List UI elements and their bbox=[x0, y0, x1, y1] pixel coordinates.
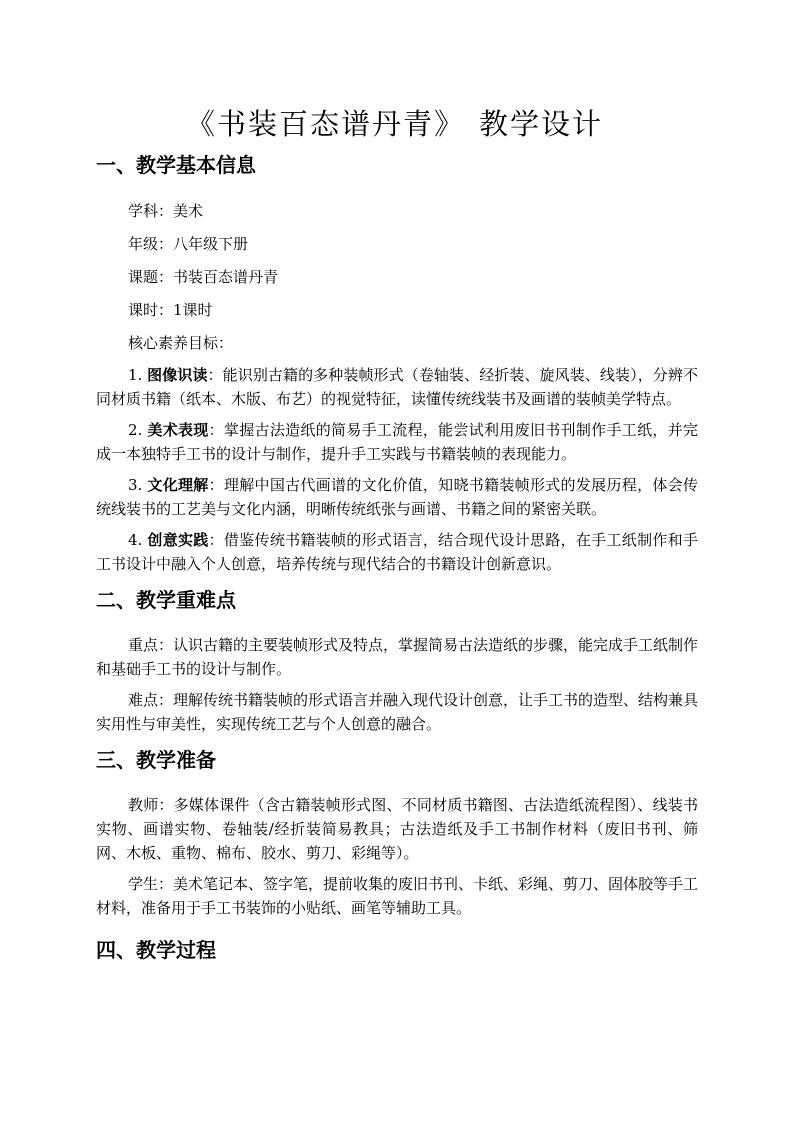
info-hours: 课时：1课时 bbox=[128, 301, 213, 319]
section-heading-key-points: 二、教学重难点 bbox=[96, 588, 236, 612]
goal-label: 文化理解 bbox=[147, 476, 209, 494]
info-goals-label: 核心素养目标： bbox=[128, 334, 234, 352]
student-preparation-text: 学生：美术笔记本、签字笔，提前收集的废旧书刊、卡纸、彩绳、剪刀、固体胶等手工材料，准备用于手工书装饰的小贴纸、画笔等辅助工具。 bbox=[96, 875, 699, 917]
goal-item: 4. 创意实践：借鉴传统书籍装帧的形式语言，结合现代设计思路，在手工纸制作和手工书设计中融入个人创意，培养传统与现代结合的书籍设计创新意识。 bbox=[96, 531, 698, 573]
info-grade: 年级：八年级下册 bbox=[128, 235, 249, 253]
document-title bbox=[96, 101, 698, 147]
basic-info-block bbox=[96, 195, 698, 360]
title-sub: 教学设计 bbox=[479, 107, 604, 141]
goals-list bbox=[96, 363, 698, 576]
key-points-block bbox=[96, 633, 698, 736]
teacher-preparation-text: 教师：多媒体课件（含古籍装帧形式图、不同材质书籍图、古法造纸流程图）、线装书实物、画谱实物、卷轴装/经折装简易教具；古法造纸及手工书制作材料（废旧书刊、筛网、木板、重物、棉布、胶水、剪刀、彩绳等）。 bbox=[96, 796, 698, 862]
goal-label: 图像识读 bbox=[147, 366, 208, 384]
section-heading-process: 四、教学过程 bbox=[96, 938, 216, 962]
goal-label: 美术表现 bbox=[147, 421, 209, 439]
key-point-text: 重点：认识古籍的主要装帧形式及特点，掌握简易古法造纸的步骤，能完成手工纸制作和基础手工书的设计与制作。 bbox=[96, 636, 699, 678]
goal-item: 2. 美术表现：掌握古法造纸的简易手工流程，能尝试利用废旧书刊制作手工纸，并完成一本独特手工书的设计与制作，提升手工实践与书籍装帧的表现能力。 bbox=[96, 421, 698, 463]
info-subject: 学科：美术 bbox=[128, 202, 204, 220]
section-heading-preparation: 三、教学准备 bbox=[96, 748, 216, 772]
section-heading-basic-info: 一、教学基本信息 bbox=[96, 153, 256, 177]
goal-label: 创意实践 bbox=[147, 531, 209, 549]
preparation-block bbox=[96, 793, 698, 920]
info-topic: 课题：书装百态谱丹青 bbox=[128, 268, 279, 286]
goal-item: 3. 文化理解：理解中国古代画谱的文化价值，知晓书籍装帧形式的发展历程，体会传统线装书的工艺美与文化内涵，明晰传统纸张与画谱、书籍之间的紧密关联。 bbox=[96, 476, 698, 518]
goal-item: 1. 图像识读：能识别古籍的多种装帧形式（卷轴装、经折装、旋风装、线装），分辨不同材质书籍（纸本、木版、布艺）的视觉特征，读懂传统线装书及画谱的装帧美学特点。 bbox=[96, 366, 698, 408]
difficult-point-text: 难点：理解传统书籍装帧的形式语言并融入现代设计创意，让手工书的造型、结构兼具实用性与审美性，实现传统工艺与个人创意的融合。 bbox=[96, 691, 699, 733]
title-main: 《书装百态谱丹青》 bbox=[186, 107, 466, 141]
